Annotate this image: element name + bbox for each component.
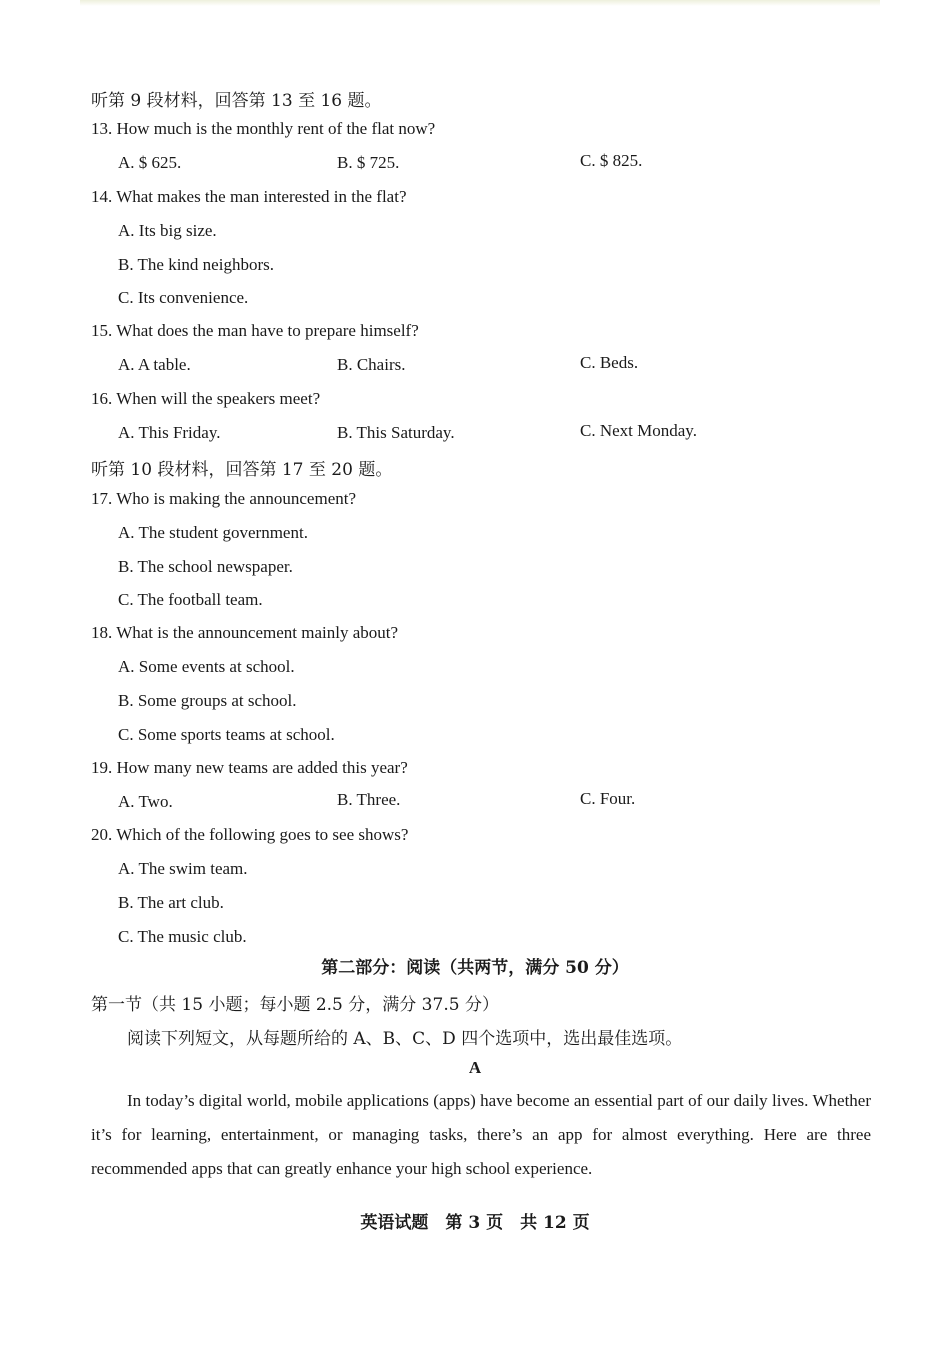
question-16-option-c[interactable]: C. Next Monday.	[580, 421, 697, 440]
question-14-option-c[interactable]: C. Its convenience.	[118, 288, 249, 307]
question-19-option-a[interactable]: A. Two.	[118, 792, 173, 811]
question-20-option-b[interactable]: B. The art club.	[118, 893, 224, 912]
reading-instructions: 阅读下列短文，从每题所给的 A、B、C、D 四个选项中，选出最佳选项。	[127, 1029, 683, 1049]
question-13-option-b[interactable]: B. $ 725.	[337, 153, 400, 172]
question-14-stem: 14. What makes the man interested in the flat?	[91, 187, 407, 206]
question-18-option-b[interactable]: B. Some groups at school.	[118, 691, 297, 710]
question-16-option-b[interactable]: B. This Saturday.	[337, 423, 455, 442]
question-17-option-c[interactable]: C. The football team.	[118, 590, 263, 609]
question-16-option-a[interactable]: A. This Friday.	[118, 423, 221, 442]
passage-label: A	[468, 1058, 482, 1077]
question-18-option-c[interactable]: C. Some sports teams at school.	[118, 725, 335, 744]
question-18-option-a[interactable]: A. Some events at school.	[118, 657, 295, 676]
question-15-option-a[interactable]: A. A table.	[118, 355, 191, 374]
question-17-option-b[interactable]: B. The school newspaper.	[118, 557, 293, 576]
page-footer: 英语试题 第 3 页 共 12 页	[360, 1213, 590, 1233]
question-14-option-b[interactable]: B. The kind neighbors.	[118, 255, 274, 274]
passage-text: In today’s digital world, mobile applications (apps) have become an essential part of our daily lives. Whether it’s for learning, entertainment, or managing tasks, there’s an app for almost everything. Here are three recommended apps that can greatly enhance your high school experience.	[91, 1091, 871, 1178]
question-20-option-c[interactable]: C. The music club.	[118, 927, 247, 946]
part2-heading: 第二部分：阅读（共两节，满分 50 分）	[321, 958, 629, 978]
question-19-option-b[interactable]: B. Three.	[337, 790, 401, 809]
question-17-stem: 17. Who is making the announcement?	[91, 489, 357, 508]
question-13-option-c[interactable]: C. $ 825.	[580, 151, 643, 170]
section10-intro: 听第 10 段材料，回答第 17 至 20 题。	[91, 460, 393, 480]
passage-paragraph	[91, 1084, 871, 1186]
question-16-stem: 16. When will the speakers meet?	[91, 389, 321, 408]
question-20-stem: 20. Which of the following goes to see shows?	[91, 825, 409, 844]
question-17-option-a[interactable]: A. The student government.	[118, 523, 308, 542]
question-15-option-b[interactable]: B. Chairs.	[337, 355, 406, 374]
question-18-stem: 18. What is the announcement mainly about?	[91, 623, 399, 642]
question-15-option-c[interactable]: C. Beds.	[580, 353, 639, 372]
question-13-stem: 13. How much is the monthly rent of the flat now?	[91, 119, 436, 138]
question-15-stem: 15. What does the man have to prepare himself?	[91, 321, 419, 340]
question-13-option-a[interactable]: A. $ 625.	[118, 153, 182, 172]
question-14-option-a[interactable]: A. Its big size.	[118, 221, 217, 240]
section9-intro: 听第 9 段材料，回答第 13 至 16 题。	[91, 91, 382, 111]
question-20-option-a[interactable]: A. The swim team.	[118, 859, 248, 878]
section1-heading: 第一节（共 15 小题；每小题 2.5 分，满分 37.5 分）	[91, 995, 499, 1015]
question-19-option-c[interactable]: C. Four.	[580, 789, 636, 808]
question-19-stem: 19. How many new teams are added this year?	[91, 758, 408, 777]
